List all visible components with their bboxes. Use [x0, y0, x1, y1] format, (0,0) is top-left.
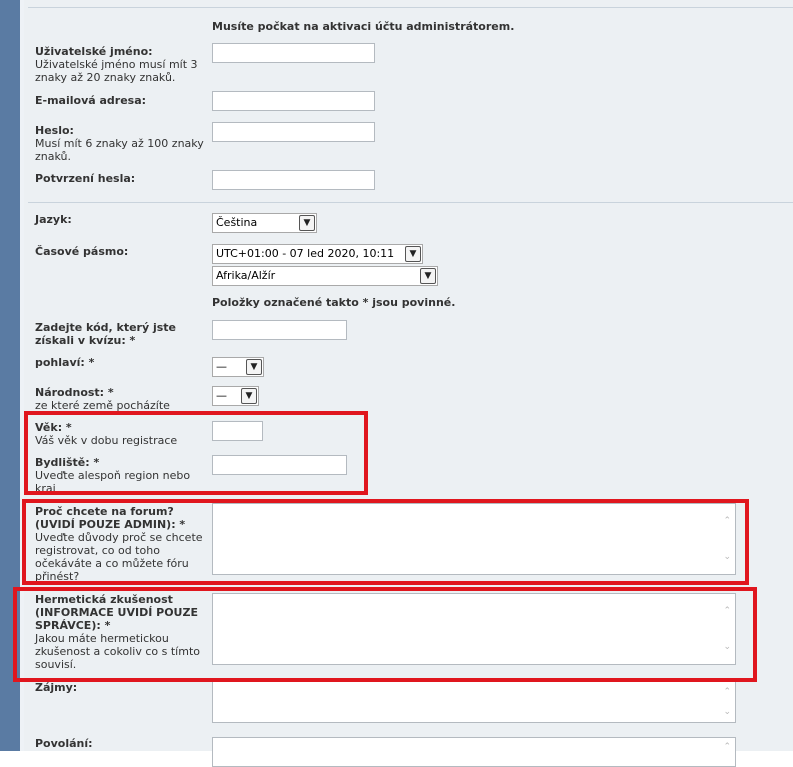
residence-hint: Uveďte alespoň region nebo kraj: [35, 469, 191, 495]
scroll-up-icon[interactable]: ⌃: [723, 606, 731, 616]
nationality-select[interactable]: [212, 386, 259, 406]
nationality-label: Národnost: *: [35, 386, 114, 399]
occupation-textarea[interactable]: [212, 737, 736, 767]
timezone-region-select[interactable]: [212, 266, 438, 286]
chevron-down-icon: ▼: [420, 268, 436, 284]
username-label: Uživatelské jméno:: [35, 45, 153, 58]
password-label: Heslo:: [35, 124, 74, 137]
interests-label-group: [35, 681, 207, 694]
age-label: Věk: *: [35, 421, 72, 434]
why-forum-label: Proč chcete na forum? (UVIDÍ POUZE ADMIN): *: [35, 505, 186, 531]
scroll-down-icon[interactable]: ⌄: [723, 707, 731, 717]
username-hint: Uživatelské jméno musí mít 3 znaky až 20 znaky znaků.: [35, 58, 198, 84]
timezone-offset-select[interactable]: [212, 244, 423, 264]
highlight-hermetic: [13, 587, 757, 682]
language-selected: Čeština: [216, 216, 258, 229]
password-confirm-input[interactable]: [212, 170, 375, 190]
hermetic-label: Hermetická zkušenost (INFORMACE UVIDÍ POUZE SPRÁVCE): *: [35, 593, 198, 632]
divider-middle: [28, 202, 793, 203]
why-forum-hint: Uveďte důvody proč se chcete registrovat, co od toho očekáváte a co můžete fóru přinést?: [35, 531, 203, 583]
admin-activation-notice: Musíte počkat na aktivaci účtu administrátorem.: [212, 20, 515, 33]
password-input[interactable]: [212, 122, 375, 142]
occupation-label: Povolání:: [35, 737, 93, 750]
chevron-down-icon: ▼: [246, 359, 262, 375]
timezone-label-group: [35, 245, 207, 258]
chevron-down-icon: ▼: [405, 246, 421, 262]
password-confirm-label: Potvrzení hesla:: [35, 172, 136, 185]
timezone-label: Časové pásmo:: [35, 245, 129, 258]
email-input[interactable]: [212, 91, 375, 111]
language-select[interactable]: [212, 213, 317, 233]
scroll-up-icon[interactable]: ⌃: [723, 516, 731, 526]
scroll-down-icon[interactable]: ⌄: [723, 642, 731, 652]
quiz-code-label-group: [35, 321, 195, 347]
chevron-down-icon: ▼: [241, 388, 257, 404]
scroll-down-icon[interactable]: ⌄: [723, 552, 731, 562]
language-label: Jazyk:: [35, 213, 72, 226]
age-hint: Váš věk v dobu registrace: [35, 434, 178, 447]
interests-textarea[interactable]: [212, 681, 736, 723]
highlight-age-residence: [24, 411, 368, 495]
occupation-label-group: [35, 737, 207, 750]
gender-label-group: [35, 356, 207, 369]
email-label: E-mailová adresa:: [35, 94, 147, 107]
scroll-up-icon[interactable]: ⌃: [723, 687, 731, 697]
password-label-group: [35, 124, 207, 163]
nationality-hint: ze které země pocházíte: [35, 399, 170, 412]
interests-label: Zájmy:: [35, 681, 78, 694]
divider-top: [28, 7, 793, 8]
hermetic-hint: Jakou máte hermetickou zkušenost a cokoliv co s tímto souvisí.: [35, 632, 200, 671]
gender-label: pohlaví: *: [35, 356, 95, 369]
required-fields-note: Položky označené takto * jsou povinné.: [212, 296, 456, 309]
gender-select[interactable]: [212, 357, 264, 377]
password-confirm-label-group: [35, 172, 207, 185]
language-label-group: [35, 213, 207, 226]
gender-selected: —: [216, 360, 227, 373]
password-hint: Musí mít 6 znaky až 100 znaky znaků.: [35, 137, 204, 163]
nationality-label-group: [35, 386, 207, 412]
residence-label: Bydliště: *: [35, 456, 100, 469]
highlight-why-forum: [22, 499, 749, 585]
timezone-region-selected: Afrika/Alžír: [216, 269, 276, 282]
quiz-code-input[interactable]: [212, 320, 347, 340]
username-input[interactable]: [212, 43, 375, 63]
nationality-selected: —: [216, 389, 227, 402]
chevron-down-icon: ▼: [299, 215, 315, 231]
quiz-code-label: Zadejte kód, který jste získali v kvízu: *: [35, 321, 177, 347]
username-label-group: [35, 45, 207, 84]
timezone-offset-selected: UTC+01:00 - 07 led 2020, 10:11: [216, 247, 395, 260]
scroll-up-icon[interactable]: ⌃: [723, 742, 731, 752]
email-label-group: [35, 94, 207, 107]
